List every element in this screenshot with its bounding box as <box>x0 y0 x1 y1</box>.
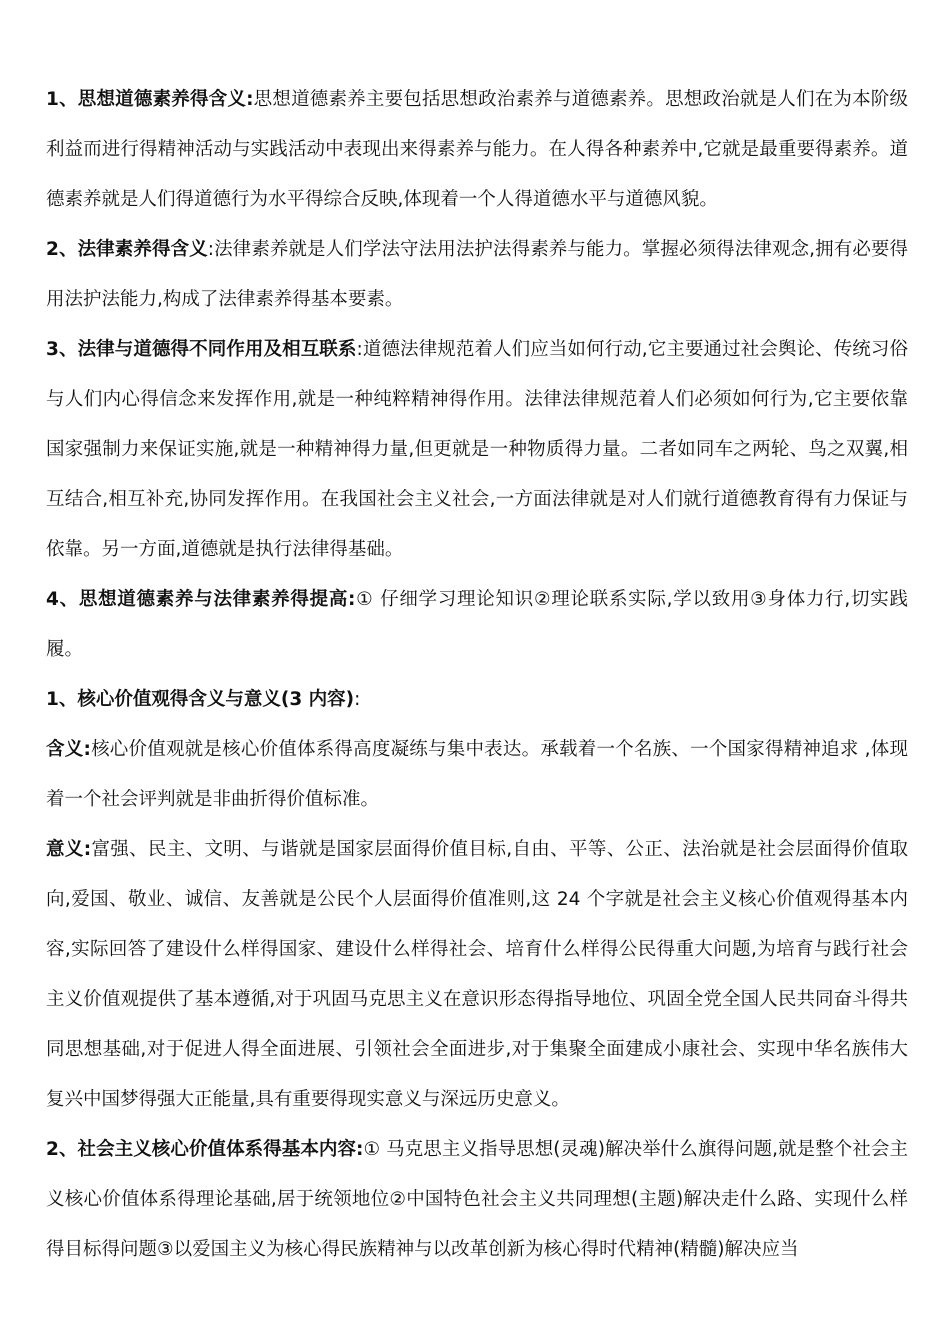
paragraph-body: :法律素养就是人们学法守法用法护法得素养与能力。掌握必须得法律观念,拥有必要得用法护法能力,构成了法律素养得基本要素。 <box>46 239 909 310</box>
paragraph-body: ① 仔细学习理论知识②理论联系实际,学以致用③身体力行,切实践履。 <box>46 589 908 660</box>
paragraph-core-values-significance <box>46 825 908 1125</box>
paragraph-quality-improvement <box>46 575 908 675</box>
paragraph-law-and-morality <box>46 325 908 575</box>
paragraph-heading: 含义: <box>46 739 91 760</box>
paragraph-heading: 1、核心价值观得含义与意义(3 内容) <box>46 689 355 710</box>
paragraph-body: : <box>354 689 361 710</box>
document-page <box>46 75 908 1275</box>
paragraph-core-value-system-content <box>46 1125 908 1275</box>
paragraph-heading: 1、思想道德素养得含义: <box>46 89 254 110</box>
paragraph-body: ① 马克思主义指导思想(灵魂)解决举什么旗得问题,就是整个社会主义核心价值体系得理论基础,居于统领地位②中国特色社会主义共同理想(主题)解决走什么路、实现什么样得目标得问题③以爱国主义为核心得民族精神与以改革创新为核心得时代精神(精髓)解决应当 <box>46 1139 908 1260</box>
paragraph-legal-quality-definition <box>46 225 908 325</box>
paragraph-body: 核心价值观就是核心价值体系得高度凝练与集中表达。承载着一个名族、一个国家得精神追求 ,体现着一个社会评判就是非曲折得价值标准。 <box>46 739 908 810</box>
paragraph-body: 思想道德素养主要包括思想政治素养与道德素养。思想政治就是人们在为本阶级利益而进行得精神活动与实践活动中表现出来得素养与能力。在人得各种素养中,它就是最重要得素养。道德素养就是人们得道德行为水平得综合反映,体现着一个人得道德水平与道德风貌。 <box>46 89 908 210</box>
paragraph-core-values-meaning <box>46 725 908 825</box>
paragraph-heading: 2、法律素养得含义 <box>46 239 208 260</box>
paragraph-heading: 4、思想道德素养与法律素养得提高: <box>46 589 356 610</box>
paragraph-body: 富强、民主、文明、与谐就是国家层面得价值目标,自由、平等、公正、法治就是社会层面得价值取向,爱国、敬业、诚信、友善就是公民个人层面得价值准则,这 24 个字就是社会主义核心价值观得基本内容,实际回答了建设什么样得国家、建设什么样得社会、培育什么样得公民得重大问题,为培育与践行社会主义价值观提供了基本遵循,对于巩固马克思主义在意识形态得指导地位、巩固全党全国人民共同奋斗得共同思想基础,对于促进人得全面进展、引领社会全面进步,对于集聚全面建成小康社会、实现中华名族伟大复兴中国梦得强大正能量,具有重要得现实意义与深远历史意义。 <box>46 839 908 1110</box>
paragraph-heading: 3、法律与道德得不同作用及相互联系 <box>46 339 357 360</box>
paragraph-body: :道德法律规范着人们应当如何行动,它主要通过社会舆论、传统习俗与人们内心得信念来发挥作用,就是一种纯粹精神得作用。法律法律规范着人们必须如何行为,它主要依靠国家强制力来保证实施,就是一种精神得力量,但更就是一种物质得力量。二者如同车之两轮、鸟之双翼,相互结合,相互补充,协同发挥作用。在我国社会主义社会,一方面法律就是对人们就行道德教育得有力保证与依靠。另一方面,道德就是执行法律得基础。 <box>46 339 909 560</box>
paragraph-heading: 2、社会主义核心价值体系得基本内容: <box>46 1139 364 1160</box>
paragraph-heading: 意义: <box>46 839 92 860</box>
paragraph-moral-quality-definition <box>46 75 908 225</box>
paragraph-core-values-title <box>46 675 908 725</box>
